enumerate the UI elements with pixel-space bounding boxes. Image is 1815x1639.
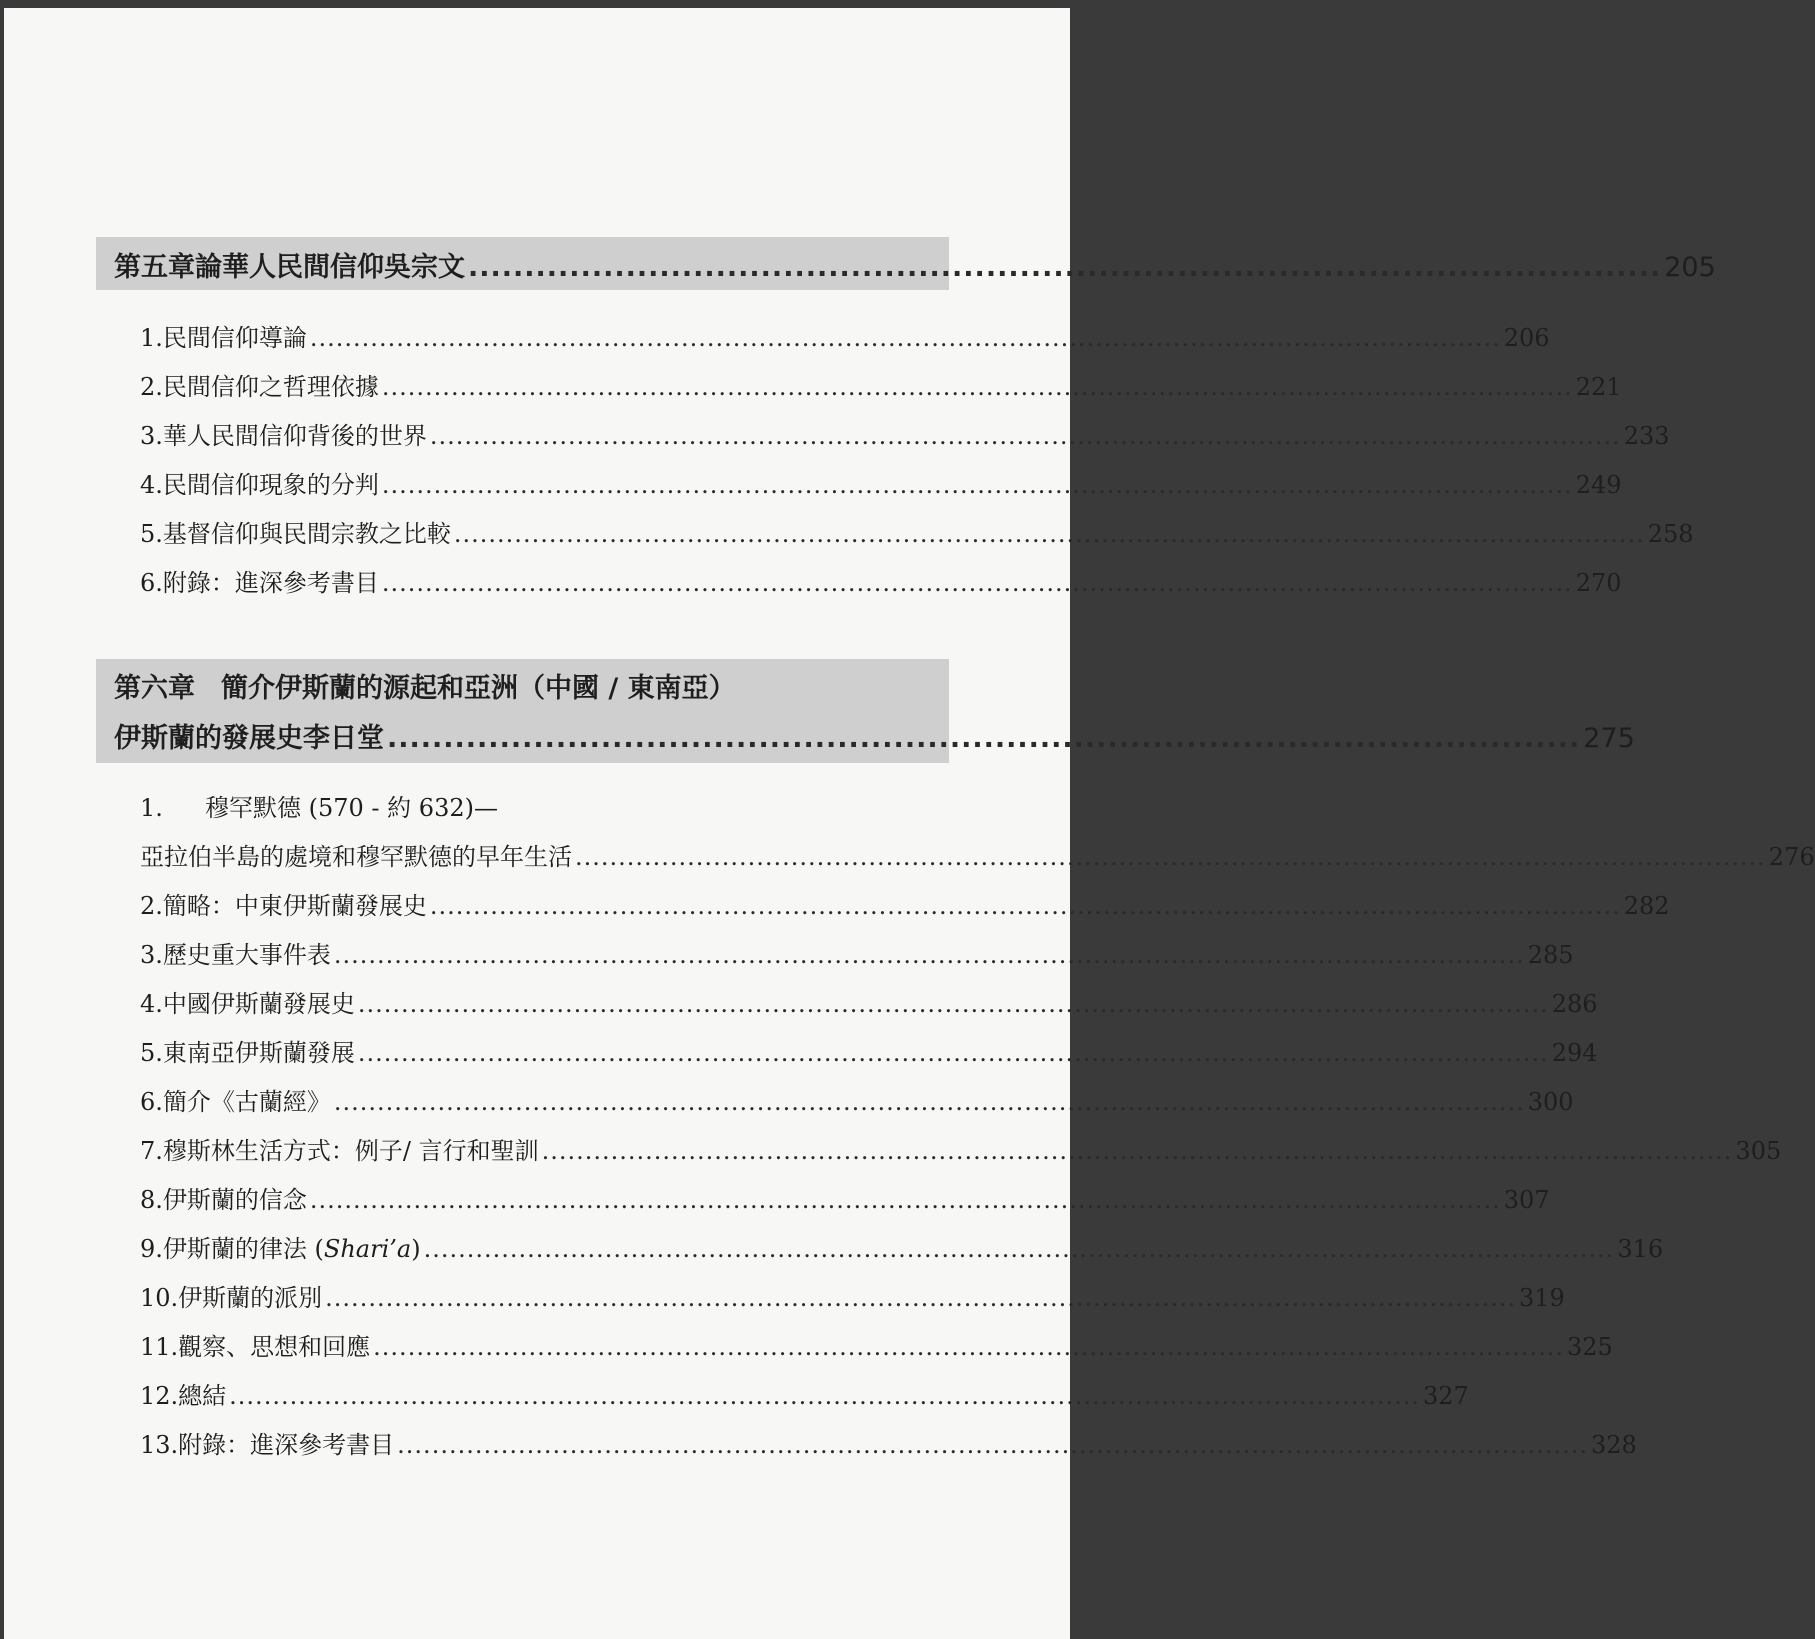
item-number: 2. bbox=[140, 373, 163, 401]
item-title: 觀察、思想和回應 bbox=[178, 1333, 371, 1361]
item-page-number: 305 bbox=[1735, 1137, 1782, 1165]
leader-dots: .......................................................................................................................................... bbox=[381, 471, 1573, 499]
toc-item[interactable] bbox=[140, 1033, 1598, 1068]
item-title-italic: Shari’a bbox=[323, 1235, 412, 1263]
item-title: 華人民間信仰背後的世界 bbox=[162, 422, 427, 450]
item-title: 簡略：中東伊斯蘭發展史 bbox=[162, 892, 427, 920]
leader-dots: .......................................................................................................................................... bbox=[429, 892, 1621, 920]
leader-dots: .......................................................................................................................................... bbox=[423, 1235, 1615, 1263]
item-number: 6. bbox=[140, 569, 163, 597]
item-page-number: 270 bbox=[1575, 569, 1622, 597]
item-number: 5. bbox=[140, 520, 163, 548]
leader-dots: .......................................................................................................................................... bbox=[309, 1186, 1501, 1214]
toc-item[interactable] bbox=[140, 935, 1574, 970]
toc-item[interactable] bbox=[140, 465, 1622, 500]
item-number: 10. bbox=[140, 1284, 179, 1312]
item-number: 12. bbox=[140, 1382, 179, 1410]
chapter-title: 簡介伊斯蘭的源起和亞洲（中國 / 東南亞） bbox=[221, 673, 736, 704]
item-number: 1. bbox=[140, 794, 163, 822]
leader-dots: .......................................................................................................... bbox=[468, 252, 1662, 283]
item-page-number: 286 bbox=[1551, 990, 1598, 1018]
toc-item[interactable] bbox=[140, 514, 1694, 549]
item-number: 2. bbox=[140, 892, 163, 920]
chapter-page-number: 275 bbox=[1583, 723, 1635, 754]
item-title: 伊斯蘭的信念 bbox=[162, 1186, 307, 1214]
item-title-suffix: ) bbox=[411, 1235, 421, 1263]
toc-item[interactable] bbox=[140, 886, 1670, 921]
item-title: 總結 bbox=[178, 1382, 227, 1410]
item-number: 4. bbox=[140, 471, 163, 499]
item-title: 基督信仰與民間宗教之比較 bbox=[162, 520, 451, 548]
item-page-number: 294 bbox=[1551, 1039, 1598, 1067]
leader-dots: .......................................................................................................................................... bbox=[453, 520, 1645, 548]
leader-dots: .......................................................................................................................................... bbox=[429, 422, 1621, 450]
item-page-number: 328 bbox=[1590, 1431, 1637, 1459]
item-number: 9. bbox=[140, 1235, 163, 1263]
chapter-5-heading[interactable] bbox=[114, 245, 1716, 284]
chapter-author: 李日堂 bbox=[303, 723, 384, 754]
item-number: 11. bbox=[140, 1333, 179, 1361]
item-number: 1. bbox=[140, 324, 163, 352]
toc-item[interactable] bbox=[140, 416, 1670, 451]
item-page-number: 258 bbox=[1647, 520, 1694, 548]
item-title: 伊斯蘭的派別 bbox=[178, 1284, 323, 1312]
leader-dots: .......................................................................................................................................... bbox=[333, 941, 1525, 969]
toc-item[interactable] bbox=[140, 367, 1622, 402]
toc-item-continued[interactable] bbox=[140, 837, 1815, 872]
leader-dots: .......................................................................................................................................... bbox=[333, 1088, 1525, 1116]
toc-item[interactable] bbox=[140, 1327, 1613, 1362]
item-page-number: 206 bbox=[1503, 324, 1550, 352]
item-number: 13. bbox=[140, 1431, 179, 1459]
toc-item[interactable] bbox=[140, 1425, 1637, 1460]
item-title: 民間信仰導論 bbox=[162, 324, 307, 352]
leader-dots: .......................................................................................................................................... bbox=[357, 1039, 1549, 1067]
item-page-number: 316 bbox=[1617, 1235, 1664, 1263]
item-page-number: 282 bbox=[1623, 892, 1670, 920]
item-page-number: 300 bbox=[1527, 1088, 1574, 1116]
toc-item[interactable] bbox=[140, 788, 924, 823]
toc-item[interactable] bbox=[140, 1376, 1469, 1411]
item-number: 5. bbox=[140, 1039, 163, 1067]
chapter-label: 第六章 bbox=[114, 673, 195, 704]
item-page-number: 221 bbox=[1575, 373, 1622, 401]
item-title-line2: 亞拉伯半島的處境和穆罕默德的早年生活 bbox=[140, 843, 572, 871]
toc-item[interactable] bbox=[140, 1278, 1565, 1313]
leader-dots: .......................................................................................................... bbox=[387, 723, 1581, 754]
toc-item[interactable] bbox=[140, 1180, 1550, 1215]
toc-item[interactable] bbox=[140, 1131, 1782, 1166]
chapter-title-line2: 伊斯蘭的發展史 bbox=[114, 723, 303, 754]
leader-dots: .......................................................................................................................................... bbox=[373, 1333, 1564, 1361]
item-title: 穆罕默德 (570 - 約 632)— bbox=[205, 794, 498, 822]
toc-item[interactable] bbox=[140, 1082, 1574, 1117]
chapter-label: 第五章 bbox=[114, 252, 195, 283]
item-page-number: 319 bbox=[1518, 1284, 1565, 1312]
leader-dots: .......................................................................................................................................... bbox=[325, 1284, 1516, 1312]
item-title: 附錄：進深參考書目 bbox=[178, 1431, 395, 1459]
item-page-number: 307 bbox=[1503, 1186, 1550, 1214]
item-title: 穆斯林生活方式：例子/ 言行和聖訓 bbox=[162, 1137, 539, 1165]
toc-item[interactable] bbox=[140, 1229, 1664, 1264]
leader-dots: .......................................................................................................................................... bbox=[229, 1382, 1420, 1410]
item-page-number: 325 bbox=[1566, 1333, 1613, 1361]
item-number: 7. bbox=[140, 1137, 163, 1165]
leader-dots: .......................................................................................................................................... bbox=[381, 373, 1573, 401]
item-number: 3. bbox=[140, 422, 163, 450]
chapter-6-heading[interactable] bbox=[114, 666, 921, 705]
item-number: 8. bbox=[140, 1186, 163, 1214]
leader-dots: .......................................................................................................................................... bbox=[381, 569, 1573, 597]
item-title: 簡介《古蘭經》 bbox=[162, 1088, 331, 1116]
item-page-number: 285 bbox=[1527, 941, 1574, 969]
toc-item[interactable] bbox=[140, 563, 1622, 598]
item-title: 東南亞伊斯蘭發展 bbox=[162, 1039, 355, 1067]
item-page-number: 249 bbox=[1575, 471, 1622, 499]
leader-dots: .......................................................................................................................................... bbox=[575, 843, 1766, 871]
chapter-6-heading-line2[interactable] bbox=[114, 716, 1635, 755]
item-page-number: 327 bbox=[1422, 1382, 1469, 1410]
item-number: 3. bbox=[140, 941, 163, 969]
item-title: 歷史重大事件表 bbox=[162, 941, 331, 969]
chapter-author: 吳宗文 bbox=[384, 252, 465, 283]
chapter-page-number: 205 bbox=[1664, 252, 1716, 283]
item-number: 4. bbox=[140, 990, 163, 1018]
item-title: 民間信仰之哲理依據 bbox=[162, 373, 379, 401]
toc-item[interactable] bbox=[140, 984, 1598, 1019]
toc-item[interactable] bbox=[140, 318, 1550, 353]
leader-dots: .......................................................................................................................................... bbox=[397, 1431, 1588, 1459]
leader-dots: .......................................................................................................................................... bbox=[541, 1137, 1733, 1165]
leader-dots: .......................................................................................................................................... bbox=[309, 324, 1501, 352]
item-title: 附錄：進深參考書目 bbox=[162, 569, 379, 597]
item-title: 中國伊斯蘭發展史 bbox=[162, 990, 355, 1018]
item-page-number: 233 bbox=[1623, 422, 1670, 450]
chapter-title: 論華人民間信仰 bbox=[195, 252, 384, 283]
item-number: 6. bbox=[140, 1088, 163, 1116]
item-title-prefix: 伊斯蘭的律法 ( bbox=[162, 1235, 324, 1263]
item-page-number: 276 bbox=[1768, 843, 1815, 871]
item-title bbox=[163, 1229, 421, 1264]
item-title: 民間信仰現象的分判 bbox=[162, 471, 379, 499]
leader-dots: .......................................................................................................................................... bbox=[357, 990, 1549, 1018]
